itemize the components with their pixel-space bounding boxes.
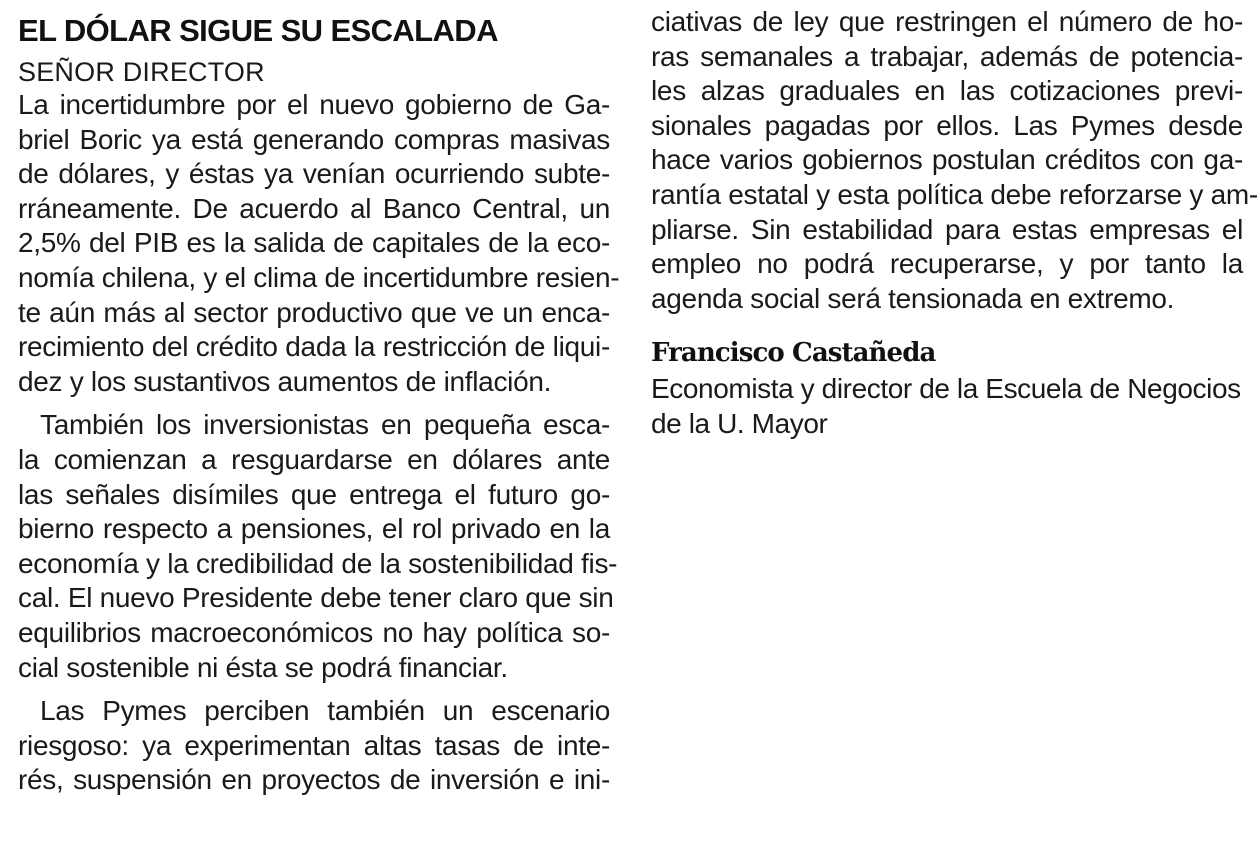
text-line: cal. El nuevo Presidente debe tener claro que sin (18, 582, 614, 614)
text-line: hace varios gobiernos postulan créditos con ga- (651, 144, 1243, 176)
headline: EL DÓLAR SIGUE SU ESCALADA (18, 13, 498, 48)
text-line: rés, suspensión en proyectos de inversión e ini- (18, 764, 610, 796)
salutation: SEÑOR DIRECTOR (18, 57, 265, 87)
paragraph-1 (18, 88, 620, 399)
text-line: riesgoso: ya experimentan altas tasas de inte- (18, 729, 610, 761)
author-role-line: Economista y director de la Escuela de Negocios (651, 373, 1241, 405)
text-line: Las Pymes perciben también un escenario (40, 695, 610, 727)
paragraph-2 (18, 408, 618, 685)
text-line: sionales pagadas por ellos. Las Pymes desde (651, 109, 1243, 141)
author-role-line: de la U. Mayor (651, 407, 828, 439)
text-line: bierno respecto a pensiones, el rol privado en la (18, 513, 610, 545)
right-column (651, 0, 1258, 442)
text-line: empleo no podrá recuperarse, y por tanto la (651, 248, 1243, 280)
text-line: briel Boric ya está generando compras masivas (18, 123, 610, 155)
text-line: te aún más al sector productivo que ve un enca- (18, 296, 610, 328)
text-line: la comienzan a resguardarse en dólares ante (18, 443, 610, 475)
text-line: pliarse. Sin estabilidad para estas empresas el (651, 213, 1243, 245)
text-line: recimiento del crédito dada la restricción de liqui- (18, 331, 610, 363)
paragraph-3-continued (651, 5, 1258, 316)
text-line: dez y los sustantivos aumentos de inflación. (18, 365, 552, 397)
text-line: rráneamente. De acuerdo al Banco Central, un (18, 192, 610, 224)
text-line: de dólares, y éstas ya venían ocurriendo subte- (18, 158, 610, 190)
text-line: rantía estatal y esta política debe reforzarse y am- (651, 178, 1258, 210)
author-role (651, 372, 1243, 441)
text-line: nomía chilena, y el clima de incertidumbre resien- (18, 261, 620, 293)
text-line: cial sostenible ni ésta se podrá financiar. (18, 651, 508, 683)
author-name: Francisco Castañeda (651, 338, 936, 369)
text-line: También los inversionistas en pequeña esca- (40, 409, 610, 441)
text-line: equilibrios macroeconómicos no hay política so- (18, 616, 610, 648)
text-line: ras semanales a trabajar, además de potencia- (651, 40, 1243, 72)
text-line: ciativas de ley que restringen el número de ho- (651, 6, 1243, 37)
text-line: las señales disímiles que entrega el futuro go- (18, 478, 610, 510)
text-line: 2,5% del PIB es la salida de capitales de la eco- (18, 227, 610, 259)
text-line: La incertidumbre por el nuevo gobierno de Ga- (18, 89, 610, 120)
text-line: agenda social será tensionada en extremo. (651, 282, 1175, 314)
text-line: les alzas graduales en las cotizaciones previ- (651, 75, 1243, 107)
paragraph-3-start (18, 694, 610, 798)
left-column (18, 0, 620, 798)
text-line: economía y la credibilidad de la sostenibilidad fis- (18, 547, 618, 579)
